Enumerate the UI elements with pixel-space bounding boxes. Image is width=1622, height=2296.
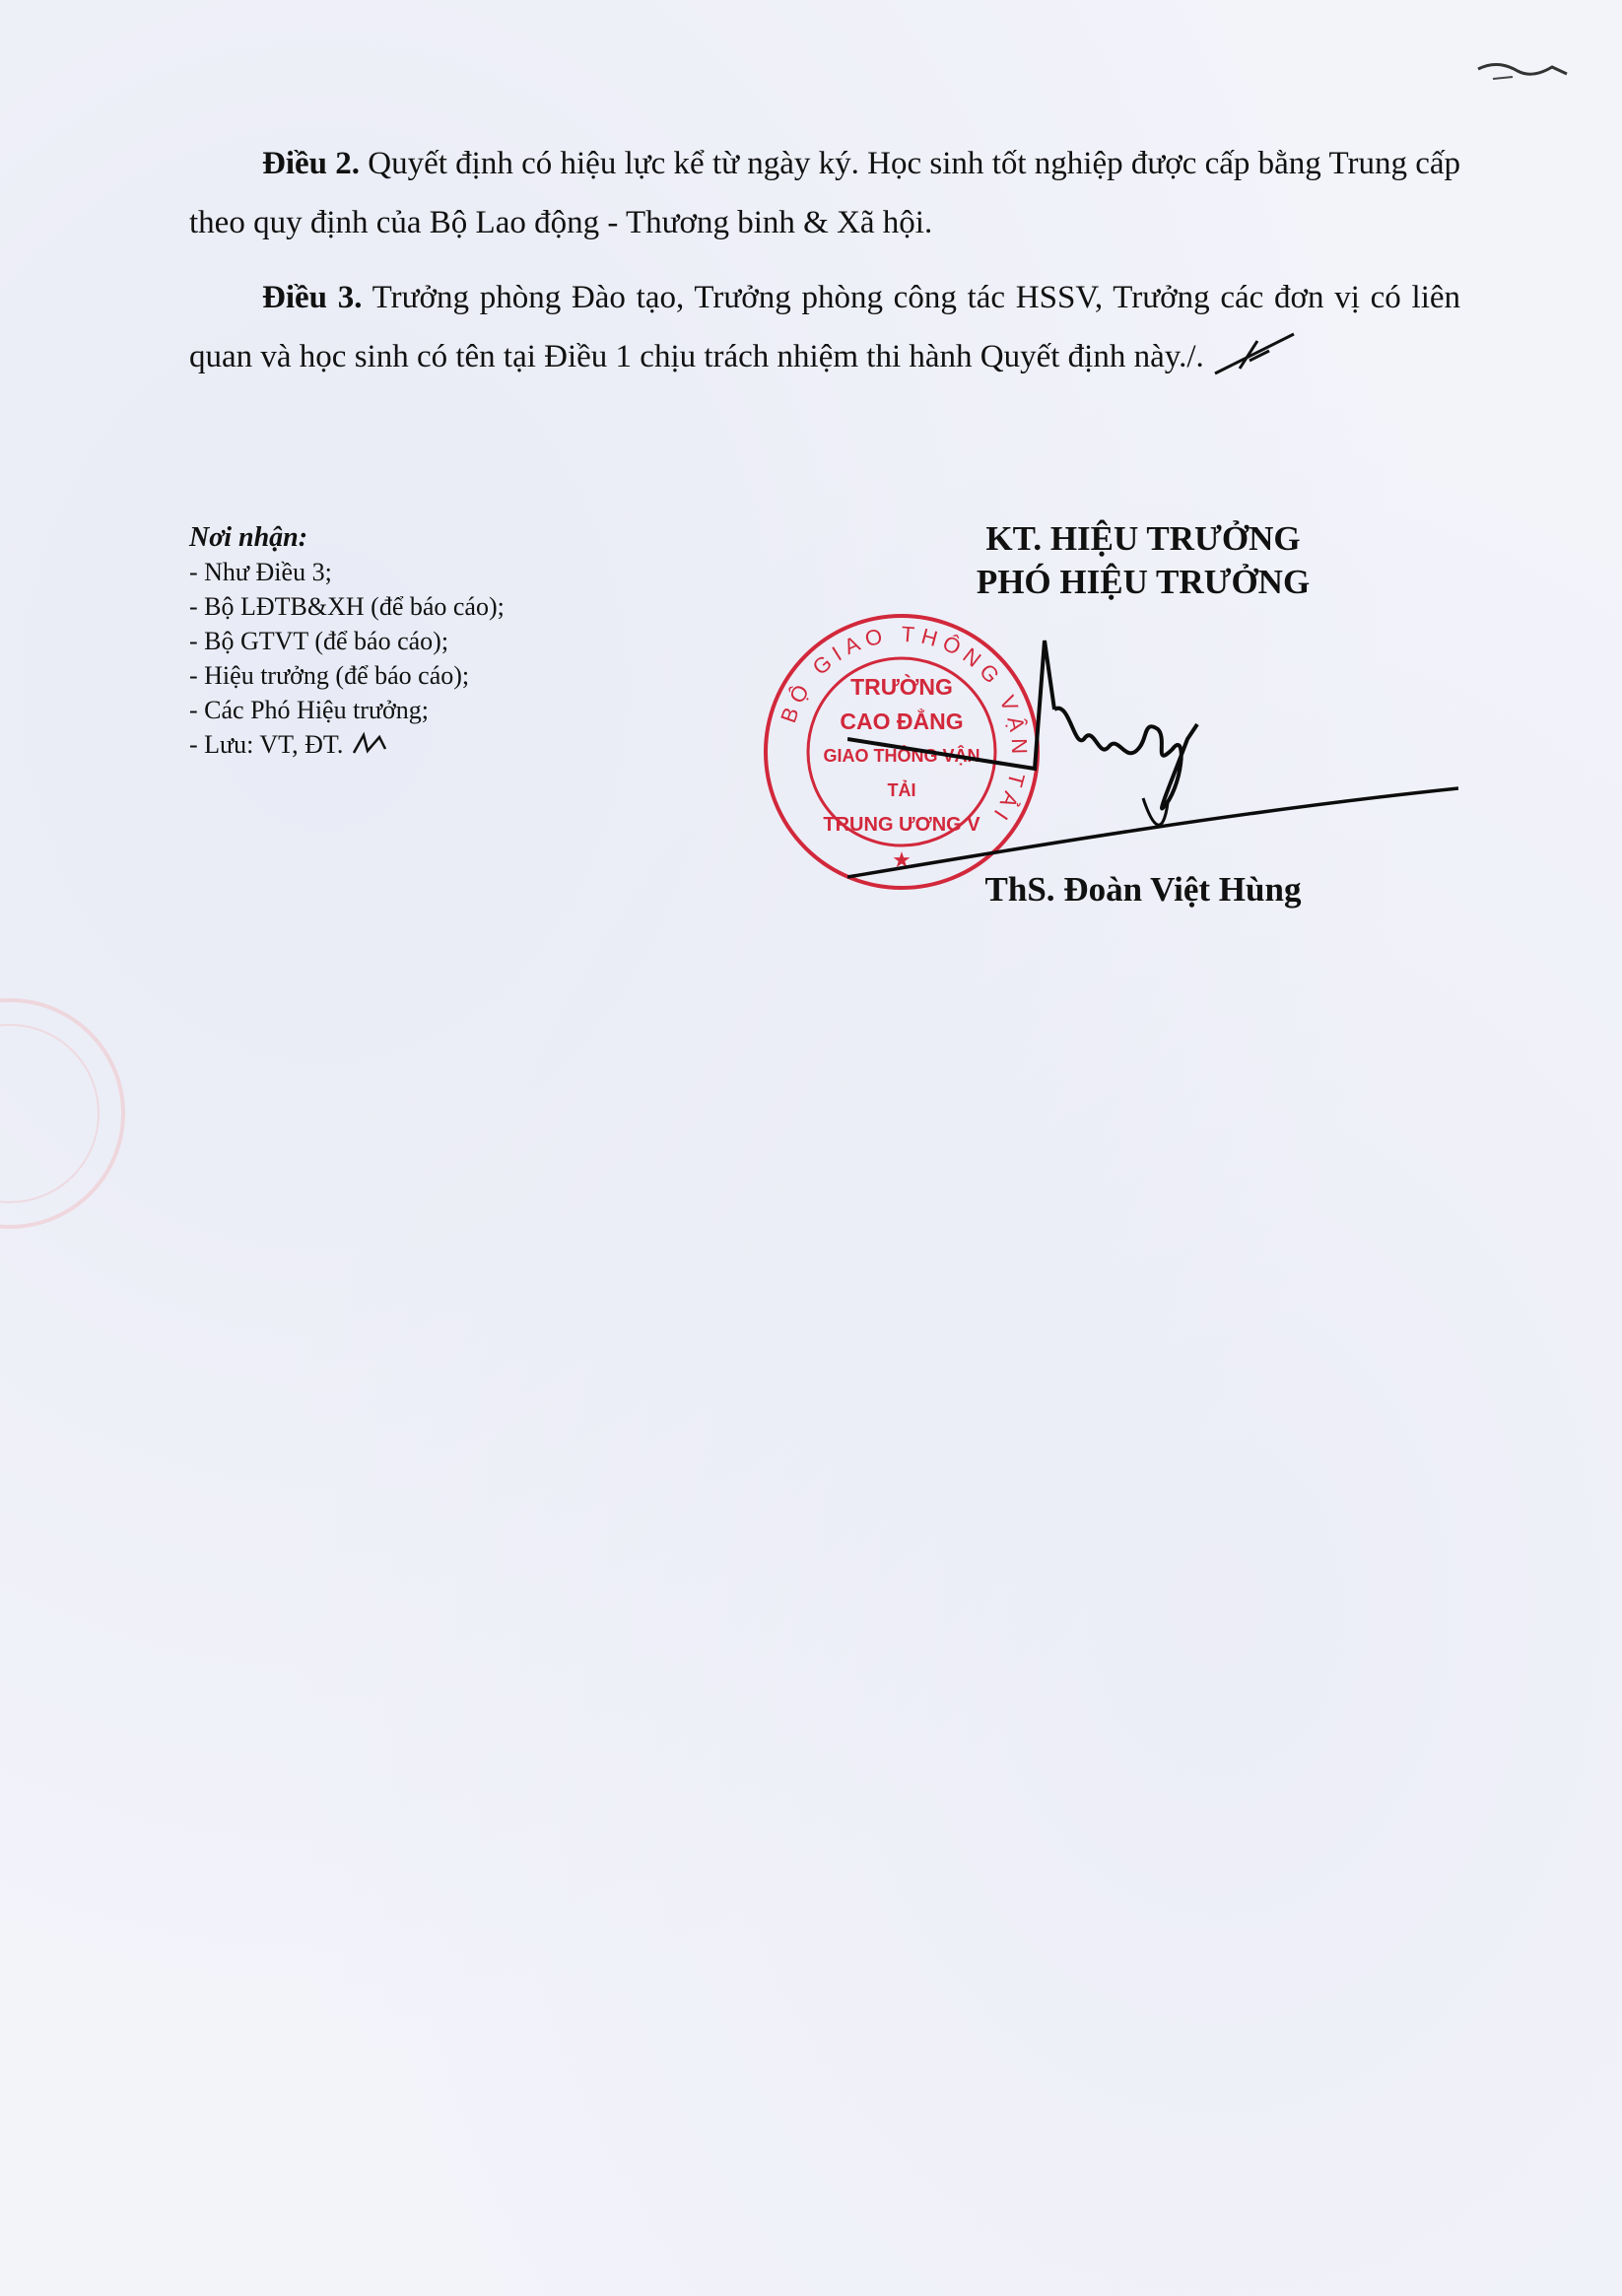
corner-mark-icon xyxy=(1473,49,1572,99)
stamp-line-3: GIAO THÔNG VẬN TẢI xyxy=(823,746,980,800)
recipient-item xyxy=(189,727,702,762)
initial-mark-icon xyxy=(350,731,389,757)
recipient-item: - Các Phó Hiệu trưởng; xyxy=(189,696,430,724)
recipient-item: - Bộ LĐTB&XH (để báo cáo); xyxy=(189,592,505,621)
handwritten-signature-icon xyxy=(847,631,1458,887)
signature-title-line-1: KT. HIỆU TRƯỞNG xyxy=(985,519,1301,558)
article-3-text: Trưởng phòng Đào tạo, Trưởng phòng công tác HSSV, Trưởng các đơn vị có liên quan và học sinh có tên tại Điều 1 chịu trách nhiệm thi hành Quyết định này./. xyxy=(189,280,1461,374)
article-2-paragraph xyxy=(189,134,1460,252)
initial-mark-icon xyxy=(1210,329,1299,378)
article-2-text: Quyết định có hiệu lực kể từ ngày ký. Học sinh tốt nghiệp được cấp bằng Trung cấp theo quy định của Bộ Lao động - Thương binh & Xã hội. xyxy=(189,146,1461,240)
recipient-item: - Bộ GTVT (để báo cáo); xyxy=(189,627,449,655)
signature-title-line-2: PHÓ HIỆU TRƯỞNG xyxy=(976,563,1311,601)
svg-text:★: ★ xyxy=(892,848,912,873)
recipient-item-text: - Lưu: VT, ĐT. xyxy=(189,730,344,759)
signature-title xyxy=(936,517,1350,604)
stamp-ring-text: BỘ GIAO THÔNG VẬN TẢI xyxy=(776,621,1033,830)
article-3-paragraph xyxy=(189,268,1460,386)
stamp-line-1: TRƯỜNG xyxy=(850,674,953,700)
article-2-lead: Điều 2. xyxy=(262,146,361,181)
stamp-line-4: TRUNG ƯƠNG V xyxy=(823,814,980,836)
recipients-heading: Nơi nhận: xyxy=(189,522,308,553)
stamp-line-2: CAO ĐẲNG xyxy=(840,709,964,734)
signer-name: ThS. Đoàn Việt Hùng xyxy=(984,870,1302,909)
article-3-lead: Điều 3. xyxy=(262,280,363,315)
recipient-item: - Hiệu trưởng (để báo cáo); xyxy=(189,661,470,690)
faint-stamp-bleedthrough-icon xyxy=(0,985,138,1242)
recipients-block xyxy=(189,520,702,762)
recipient-item: - Như Điều 3; xyxy=(189,558,332,586)
